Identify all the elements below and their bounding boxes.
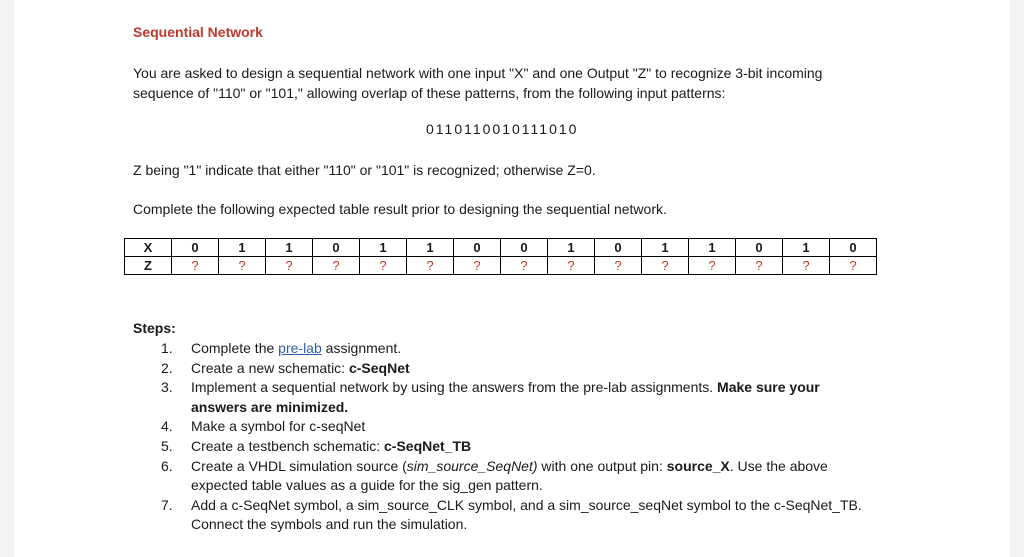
step-number: 7. <box>161 496 173 513</box>
document-title: Sequential Network <box>133 24 263 40</box>
step-7 <box>133 496 913 535</box>
table-intro: Complete the following expected table result prior to designing the sequential network. <box>133 201 667 217</box>
x-cell: 0 <box>595 239 642 257</box>
z-cell: ? <box>313 257 360 275</box>
z-cell: ? <box>219 257 266 275</box>
z-cell: ? <box>783 257 830 275</box>
step-3-emphasis-1: Make sure your <box>717 379 820 396</box>
z-cell: ? <box>830 257 877 275</box>
x-row <box>125 239 877 257</box>
x-cell: 1 <box>642 239 689 257</box>
z-cell: ? <box>736 257 783 275</box>
z-cell: ? <box>266 257 313 275</box>
z-cell: ? <box>689 257 736 275</box>
document-page <box>14 0 1010 557</box>
x-cell: 0 <box>736 239 783 257</box>
z-cell: ? <box>642 257 689 275</box>
x-cell: 0 <box>313 239 360 257</box>
expected-result-table <box>124 238 877 275</box>
step-6-text-pre: Create a VHDL simulation source ( <box>191 457 407 474</box>
schematic-name: c-SeqNet <box>348 359 410 376</box>
step-number: 5. <box>161 437 173 454</box>
z-header: Z <box>125 257 172 275</box>
step-6-text-post: . Use the above <box>729 457 828 474</box>
x-cell: 1 <box>266 239 313 257</box>
step-1-text-post: assignment. <box>321 340 402 356</box>
pre-lab-link[interactable]: pre-lab <box>278 340 322 356</box>
x-cell: 1 <box>689 239 736 257</box>
intro-line-2: sequence of "110" or "101," allowing overlap of these patterns, from the following input patterns: <box>133 85 726 101</box>
z-cell: ? <box>407 257 454 275</box>
step-6 <box>133 457 913 496</box>
step-6-text-line2: expected table values as a guide for the sig_gen pattern. <box>191 477 543 494</box>
step-2 <box>133 359 913 379</box>
simulation-source-name: sim_source_SeqNet) <box>406 457 538 474</box>
z-cell: ? <box>501 257 548 275</box>
z-row <box>125 257 877 275</box>
x-cell: 1 <box>783 239 830 257</box>
step-6-text-mid: with one output pin: <box>537 457 667 474</box>
x-cell: 1 <box>407 239 454 257</box>
steps-list <box>133 339 913 535</box>
x-cell: 0 <box>501 239 548 257</box>
input-pattern: 0110110010111010 <box>426 121 579 137</box>
x-header: X <box>125 239 172 257</box>
testbench-name: c-SeqNet_TB <box>384 437 472 454</box>
z-cell: ? <box>172 257 219 275</box>
step-4-text: Make a symbol for c-seqNet <box>191 418 366 435</box>
step-number: 3. <box>161 379 173 396</box>
intro-line-1: You are asked to design a sequential network with one input "X" and one Output "Z" to recognize 3-bit incoming <box>133 65 823 81</box>
x-cell: 0 <box>830 239 877 257</box>
step-5 <box>133 437 913 457</box>
x-cell: 1 <box>219 239 266 257</box>
step-3 <box>133 378 913 417</box>
step-5-text: Create a testbench schematic: <box>191 437 384 454</box>
step-4 <box>133 417 913 437</box>
z-cell: ? <box>548 257 595 275</box>
intro-paragraph <box>133 63 822 103</box>
z-cell: ? <box>360 257 407 275</box>
step-3-text: Implement a sequential network by using the answers from the pre-lab assignments. <box>191 379 718 396</box>
x-cell: 0 <box>172 239 219 257</box>
step-number: 6. <box>161 457 173 474</box>
x-cell: 1 <box>548 239 595 257</box>
step-2-text: Create a new schematic: <box>191 359 349 376</box>
step-number: 2. <box>161 359 173 376</box>
x-cell: 0 <box>454 239 501 257</box>
step-number: 4. <box>161 418 173 435</box>
steps-heading: Steps: <box>133 320 176 336</box>
z-cell: ? <box>595 257 642 275</box>
z-cell: ? <box>454 257 501 275</box>
step-7-text-line1: Add a c-SeqNet symbol, a sim_source_CLK symbol, and a sim_source_seqNet symbol to the c-SeqNet_TB. <box>191 496 862 513</box>
step-number: 1. <box>161 340 173 356</box>
step-1-text-pre: Complete the <box>191 340 279 356</box>
step-7-text-line2: Connect the symbols and run the simulation. <box>191 516 468 533</box>
step-1 <box>133 339 913 359</box>
x-cell: 1 <box>360 239 407 257</box>
step-3-emphasis-2: answers are minimized. <box>191 398 349 415</box>
output-pin-name: source_X <box>666 457 730 474</box>
z-note: Z being "1" indicate that either "110" or "101" is recognized; otherwise Z=0. <box>133 162 596 178</box>
